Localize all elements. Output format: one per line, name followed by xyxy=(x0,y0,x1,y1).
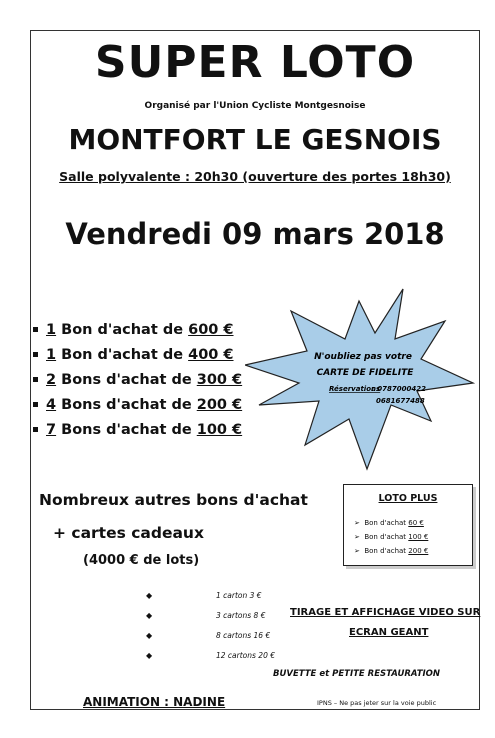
star-reservations-label: Réservations xyxy=(329,385,381,393)
carton-price: 3 cartons 8 € xyxy=(216,611,266,620)
town-name: MONTFORT LE GESNOIS xyxy=(68,123,442,156)
prize-list xyxy=(33,317,242,442)
star-phone1: : 0787000422 xyxy=(372,385,426,393)
venue-line: Salle polyvalente : 20h30 (ouverture des portes 18h30) xyxy=(59,169,451,184)
loto-plus-item-label: Bon d'achat xyxy=(364,519,407,527)
animation-line: ANIMATION : NADINE xyxy=(83,695,226,709)
video-line1: TIRAGE ET AFFICHAGE VIDEO SUR xyxy=(290,607,481,618)
star-line2: CARTE DE FIDELITE xyxy=(316,368,414,378)
prize-qty: 1 xyxy=(46,321,57,338)
prize-label: Bons d'achat de xyxy=(61,371,192,388)
arrow-icon: ➢ xyxy=(354,533,360,541)
prize-qty: 2 xyxy=(46,371,57,388)
other-prizes-line2: + cartes cadeaux xyxy=(53,524,204,542)
prize-item xyxy=(33,317,242,342)
diamond-bullet-icon: ◆ xyxy=(146,591,153,600)
carton-price: 12 cartons 20 € xyxy=(216,651,276,660)
other-prizes-line1: Nombreux autres bons d'achat xyxy=(39,491,308,509)
prize-item xyxy=(33,392,242,417)
prize-amount: 400 € xyxy=(188,346,234,363)
prize-item xyxy=(33,417,242,442)
prize-label: Bon d'achat de xyxy=(61,346,184,363)
organizer-line: Organisé par l'Union Cycliste Montgesnoise xyxy=(144,101,366,111)
bullet-icon xyxy=(33,327,38,332)
prize-item xyxy=(33,367,242,392)
loto-plus-box xyxy=(343,484,473,566)
buvette-line: BUVETTE et PETITE RESTAURATION xyxy=(273,669,440,679)
loto-plus-title: LOTO PLUS xyxy=(378,493,438,504)
diamond-bullet-icon: ◆ xyxy=(146,651,153,660)
bullet-icon xyxy=(33,352,38,357)
prize-qty: 7 xyxy=(46,421,57,438)
bullet-icon xyxy=(33,427,38,432)
ipns-notice: IPNS – Ne pas jeter sur la voie public xyxy=(317,699,437,707)
loto-plus-item-amount: 60 € xyxy=(408,519,424,527)
prize-amount: 300 € xyxy=(196,371,243,388)
event-date: Vendredi 09 mars 2018 xyxy=(65,217,445,251)
prize-label: Bons d'achat de xyxy=(61,421,192,438)
starburst-shape xyxy=(245,289,473,469)
star-phone2: 0681677488 xyxy=(376,397,425,405)
star-line1: N'oubliez pas votre xyxy=(314,352,412,362)
prize-qty: 1 xyxy=(46,346,57,363)
flyer xyxy=(30,30,480,710)
prize-label: Bon d'achat de xyxy=(61,321,184,338)
prize-item xyxy=(33,342,242,367)
carton-price: 1 carton 3 € xyxy=(216,591,262,600)
bullet-icon xyxy=(33,377,38,382)
prize-amount: 600 € xyxy=(188,321,234,338)
bullet-icon xyxy=(33,402,38,407)
loto-plus-item-amount: 100 € xyxy=(408,533,429,541)
prize-label: Bons d'achat de xyxy=(61,396,192,413)
diamond-bullet-icon: ◆ xyxy=(146,611,153,620)
prize-qty: 4 xyxy=(46,396,57,413)
loto-plus-item-label: Bon d'achat xyxy=(364,547,407,555)
video-line2: ECRAN GEANT xyxy=(349,627,429,638)
loto-plus-item-amount: 200 € xyxy=(408,547,429,555)
other-prizes-line3: (4000 € de lots) xyxy=(83,553,200,568)
carton-price: 8 cartons 16 € xyxy=(216,631,271,640)
diamond-bullet-icon: ◆ xyxy=(146,631,153,640)
loto-plus-item xyxy=(354,533,428,541)
arrow-icon: ➢ xyxy=(354,519,360,527)
loto-plus-item xyxy=(354,547,428,555)
arrow-icon: ➢ xyxy=(354,547,360,555)
prize-amount: 200 € xyxy=(196,396,243,413)
loyalty-card-starburst xyxy=(245,287,475,477)
flyer-title: SUPER LOTO xyxy=(94,37,416,88)
prize-amount: 100 € xyxy=(196,421,243,438)
loto-plus-item xyxy=(354,519,424,527)
loto-plus-item-label: Bon d'achat xyxy=(364,533,407,541)
